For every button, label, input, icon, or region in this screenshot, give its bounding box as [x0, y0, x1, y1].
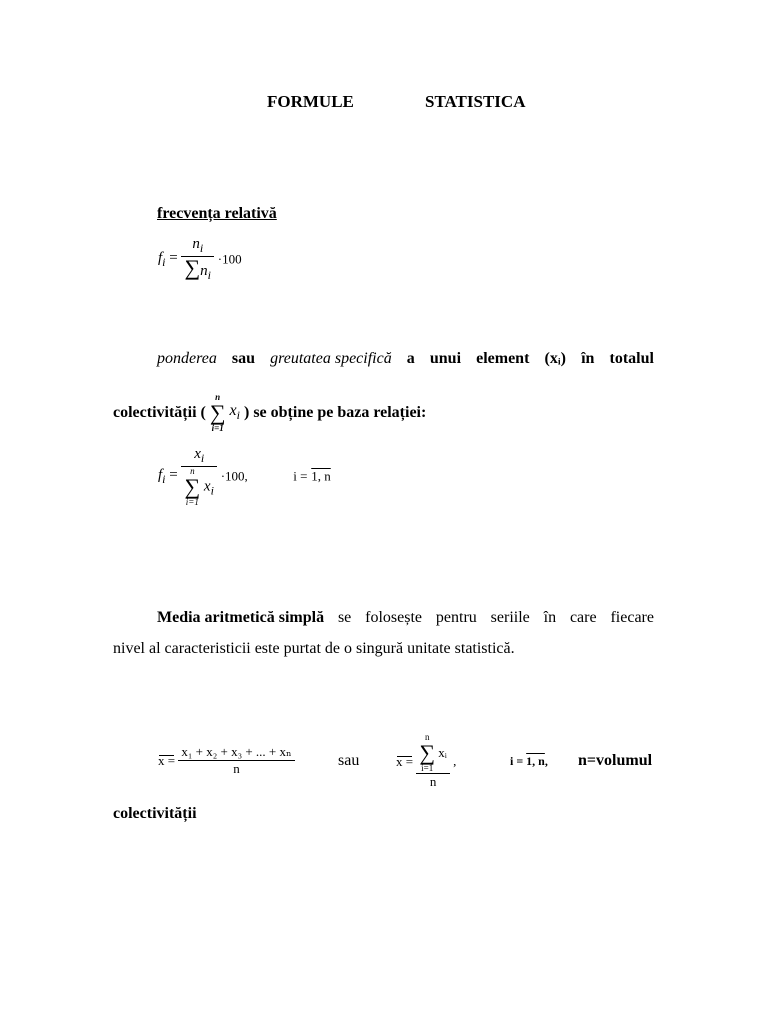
- sum-upper-limit: n: [190, 466, 195, 476]
- word-ponderea: ponderea: [157, 350, 217, 367]
- sigma-symbol: ∑: [419, 740, 436, 765]
- formula-num-var: n: [192, 236, 200, 252]
- formula-fraction: [181, 446, 216, 507]
- line2-end: ) se obține pe baza relației:: [243, 404, 427, 421]
- sum-upper-limit: n: [215, 392, 221, 402]
- inline-sum: [210, 393, 226, 433]
- word-sau: sau: [231, 350, 256, 367]
- sum-var: x: [229, 402, 237, 420]
- word: care: [569, 609, 597, 626]
- range-i: i =: [510, 754, 524, 768]
- media-lhs: [158, 753, 175, 768]
- formula-num-var: x: [194, 446, 201, 462]
- word-xi: (xᵢ): [544, 350, 566, 367]
- xbar-symbol: x =: [158, 752, 176, 768]
- colectivitatii-line: colectivității: [113, 805, 197, 822]
- line2-start: colectivității (: [113, 404, 206, 421]
- formula-den-var: n: [200, 263, 208, 279]
- media-fraction-sum: [416, 733, 450, 790]
- formula-lhs-var: f: [158, 249, 163, 266]
- sum-upper-limit: n: [424, 732, 430, 742]
- formula-eq: =: [169, 249, 178, 266]
- word: se: [337, 609, 352, 626]
- formula-num-sub: i: [200, 451, 205, 465]
- range-value: 1, n: [311, 468, 331, 484]
- word-totalul: totalul: [609, 350, 654, 367]
- word: fiecare: [610, 609, 654, 626]
- formula-den-var: x: [203, 478, 211, 495]
- sigma-symbol: ∑: [209, 400, 226, 425]
- sum-lower-limit: i=1: [421, 763, 434, 773]
- media-aritmetica-term: Media aritmetică simplă: [157, 609, 325, 626]
- page-title-word-1: FORMULE: [267, 92, 354, 111]
- sum-var-sub: i: [236, 408, 240, 423]
- formula-multiplier: ·100,: [220, 468, 248, 484]
- range-value: 1, n: [526, 754, 545, 768]
- range-i: i =: [293, 468, 308, 484]
- media-fraction: [178, 744, 294, 777]
- word: în: [543, 609, 557, 626]
- page-title-word-2: STATISTICA: [425, 92, 526, 111]
- formula-den-sub: i: [207, 268, 212, 282]
- word-unui: unui: [429, 350, 462, 367]
- range-i-media: [510, 754, 548, 769]
- sigma-symbol: ∑: [184, 474, 201, 499]
- formula-fraction: [181, 236, 214, 283]
- formula-lhs-sub: i: [162, 254, 166, 269]
- sigma-symbol: ∑: [184, 255, 201, 280]
- formula-num-sub: i: [199, 241, 204, 255]
- xbar-symbol: x =: [396, 753, 414, 769]
- media-denominator: n: [416, 773, 450, 790]
- word: folosește: [365, 609, 423, 626]
- formula-ponderea: [158, 446, 331, 507]
- comma: ,: [453, 753, 457, 769]
- formula-multiplier: ·100: [217, 251, 242, 267]
- sum-lower-limit: i=1: [211, 423, 224, 433]
- paragraph-media-line-2: nivel al caracteristicii este purtat de o singură unitate statistică.: [113, 640, 515, 657]
- formula-media-2: [396, 733, 456, 790]
- word: pentru: [435, 609, 477, 626]
- formula-lhs-sub: i: [162, 471, 166, 486]
- word-sau-formula: sau: [338, 752, 360, 769]
- word-in: în: [581, 350, 595, 367]
- word: seriile: [490, 609, 530, 626]
- formula-frecventa-relativa: [158, 236, 242, 283]
- formula-eq: =: [169, 466, 178, 483]
- section-heading-frecventa: frecvența relativă: [157, 205, 277, 222]
- range-comma: ,: [544, 754, 548, 768]
- word-element: element: [476, 350, 530, 367]
- word-greutatea-specifica: greutatea specifică: [270, 350, 392, 367]
- formula-lhs-var: f: [158, 466, 163, 483]
- paragraph-ponderea-line-2: [113, 393, 426, 433]
- sum-var: xᵢ: [438, 745, 447, 760]
- word-a: a: [406, 350, 415, 367]
- media-denominator: n: [178, 760, 294, 777]
- sum-lower-limit: i=1: [185, 497, 199, 507]
- volum-label: n=volumul: [578, 752, 653, 769]
- paragraph-media-line-1: [157, 609, 654, 627]
- media-numerator: x₁ + x₂ + x₃ + ... + xₙ: [181, 744, 292, 759]
- formula-den-sub: i: [210, 483, 214, 498]
- formula-media-1: [158, 744, 295, 777]
- paragraph-ponderea-line-1: [157, 350, 654, 368]
